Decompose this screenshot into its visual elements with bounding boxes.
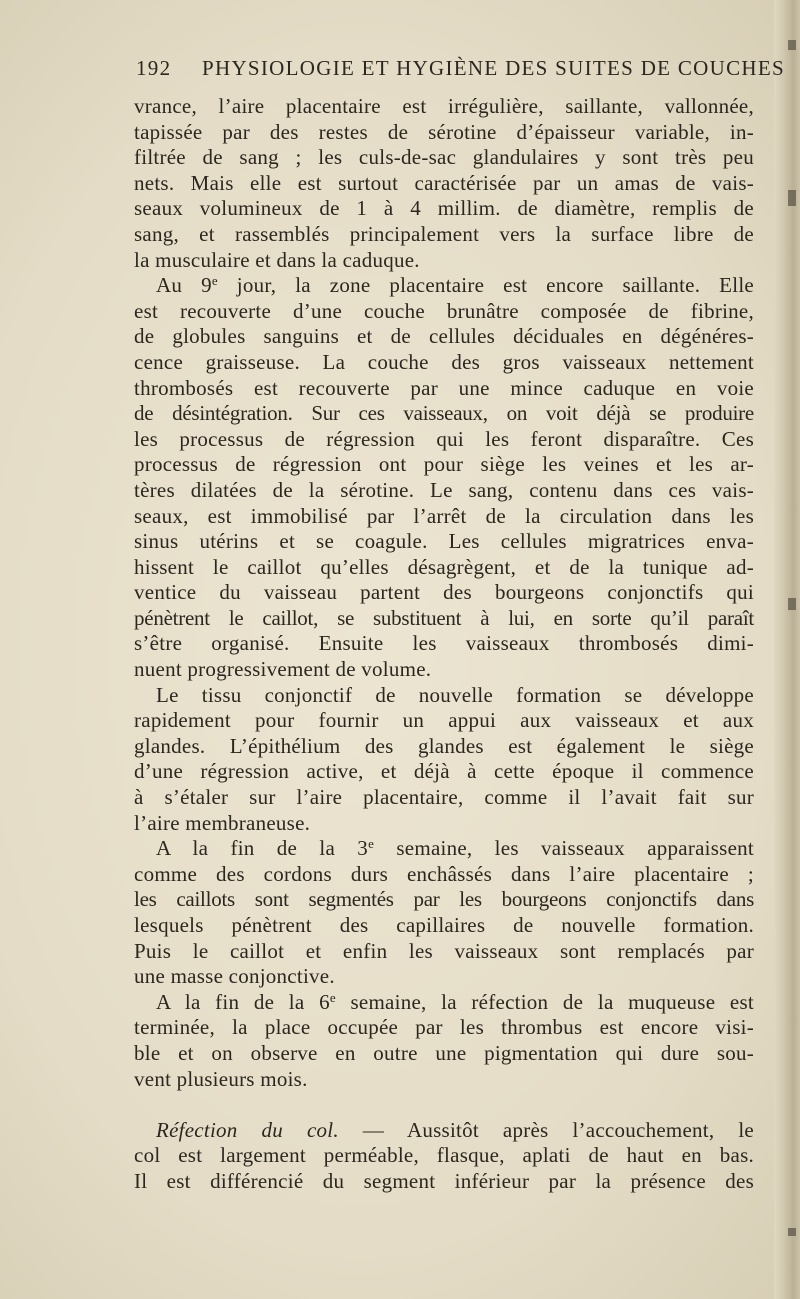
text-line: processus de régression ont pour siège les veines et les ar- bbox=[134, 452, 754, 477]
text-line: vrance, l’aire placentaire est irrégulière, saillante, vallonnée, bbox=[134, 94, 754, 118]
binding-mark bbox=[788, 598, 796, 610]
text-line: hissent le caillot qu’elles désagrègent, et de la tunique ad- bbox=[134, 554, 754, 579]
text-line: ble et on observe en outre une pigmentation qui dure sou- bbox=[134, 1040, 754, 1065]
text-line: seaux volumineux de 1 à 4 millim. de diamètre, remplis de bbox=[134, 196, 754, 221]
page-number: 192 bbox=[136, 56, 172, 80]
text-line: de désintégration. Sur ces vaisseaux, on voit déjà se produire bbox=[134, 401, 754, 426]
text-line: Au 9e jour, la zone placentaire est encore saillante. Elle bbox=[156, 273, 754, 298]
text-line: sang, et rassemblés principalement vers la surface libre de bbox=[134, 221, 754, 246]
text-line: A la fin de la 3e semaine, les vaisseaux apparaissent bbox=[156, 836, 754, 861]
text-line: sinus utérins et se coagule. Les cellules migratrices enva- bbox=[134, 529, 754, 554]
binding-mark bbox=[788, 40, 796, 50]
section-heading-line: Réfection du col. — Aussitôt après l’accouchement, le bbox=[156, 1117, 754, 1142]
text-line: s’être organisé. Ensuite les vaisseaux thrombosés dimi- bbox=[134, 631, 754, 656]
text-line: terminée, la place occupée par les thrombus est encore visi- bbox=[134, 1015, 754, 1040]
text-line: les caillots sont segmentés par les bourgeons conjonctifs dans bbox=[134, 887, 754, 912]
text-line: les processus de régression qui les feront disparaître. Ces bbox=[134, 426, 754, 451]
text-line: glandes. L’épithélium des glandes est également le siège bbox=[134, 733, 754, 758]
text-line: nuent progressivement de volume. bbox=[134, 657, 432, 682]
text-line: la musculaire et dans la caduque. bbox=[134, 247, 420, 272]
text-line: tères dilatées de la sérotine. Le sang, contenu dans ces vais- bbox=[134, 477, 754, 502]
running-head bbox=[136, 56, 785, 86]
text-line: rapidement pour fournir un appui aux vaisseaux et aux bbox=[134, 708, 754, 733]
text-line: cence graisseuse. La couche des gros vaisseaux nettement bbox=[134, 349, 754, 374]
text-line: ventice du vaisseau partent des bourgeons conjonctifs qui bbox=[134, 580, 754, 605]
text-line: tapissée par des restes de sérotine d’épaisseur variable, in- bbox=[134, 119, 754, 144]
text-line: une masse conjonctive. bbox=[134, 964, 335, 989]
text-line: vent plusieurs mois. bbox=[134, 1066, 308, 1091]
text-line: l’aire membraneuse. bbox=[134, 810, 311, 835]
text-line: nets. Mais elle est surtout caractérisée par un amas de vais- bbox=[134, 170, 754, 195]
text-line: pénètrent le caillot, se substituent à lui, en sorte qu’il paraît bbox=[134, 605, 754, 630]
text-line: à s’étaler sur l’aire placentaire, comme il l’avait fait sur bbox=[134, 785, 754, 810]
text-line: filtrée de sang ; les culs-de-sac glandulaires y sont très peu bbox=[134, 145, 754, 170]
text-line: Puis le caillot et enfin les vaisseaux sont remplacés par bbox=[134, 938, 754, 963]
text-line: Le tissu conjonctif de nouvelle formation se développe bbox=[156, 682, 754, 707]
binding-mark bbox=[788, 1228, 796, 1236]
text-line: comme des cordons durs enchâssés dans l’aire placentaire ; bbox=[134, 861, 754, 886]
body-text bbox=[134, 94, 754, 1195]
text-line: Il est différencié du segment inférieur par la présence des bbox=[134, 1168, 754, 1193]
text-line: d’une régression active, et déjà à cette époque il commence bbox=[134, 759, 754, 784]
text-line: col est largement perméable, flasque, aplati de haut en bas. bbox=[134, 1143, 754, 1168]
page-binding-edge bbox=[774, 0, 800, 1299]
section-title: Réfection du col. bbox=[156, 1117, 339, 1142]
paragraph-gap bbox=[134, 1092, 754, 1118]
text-line: thrombosés est recouverte par une mince caduque en voie bbox=[134, 375, 754, 400]
text-line: est recouverte d’une couche brunâtre composée de fibrine, bbox=[134, 298, 754, 323]
running-title: PHYSIOLOGIE ET HYGIÈNE DES SUITES DE COUCHES bbox=[202, 56, 785, 80]
text-line: seaux, est immobilisé par l’arrêt de la circulation dans les bbox=[134, 503, 754, 528]
text-line: de globules sanguins et de cellules déciduales en dégénéres- bbox=[134, 324, 754, 349]
text-line: lesquels pénètrent des capillaires de nouvelle formation. bbox=[134, 913, 754, 937]
binding-mark bbox=[788, 190, 796, 206]
text-line: A la fin de la 6e semaine, la réfection de la muqueuse est bbox=[156, 989, 754, 1014]
